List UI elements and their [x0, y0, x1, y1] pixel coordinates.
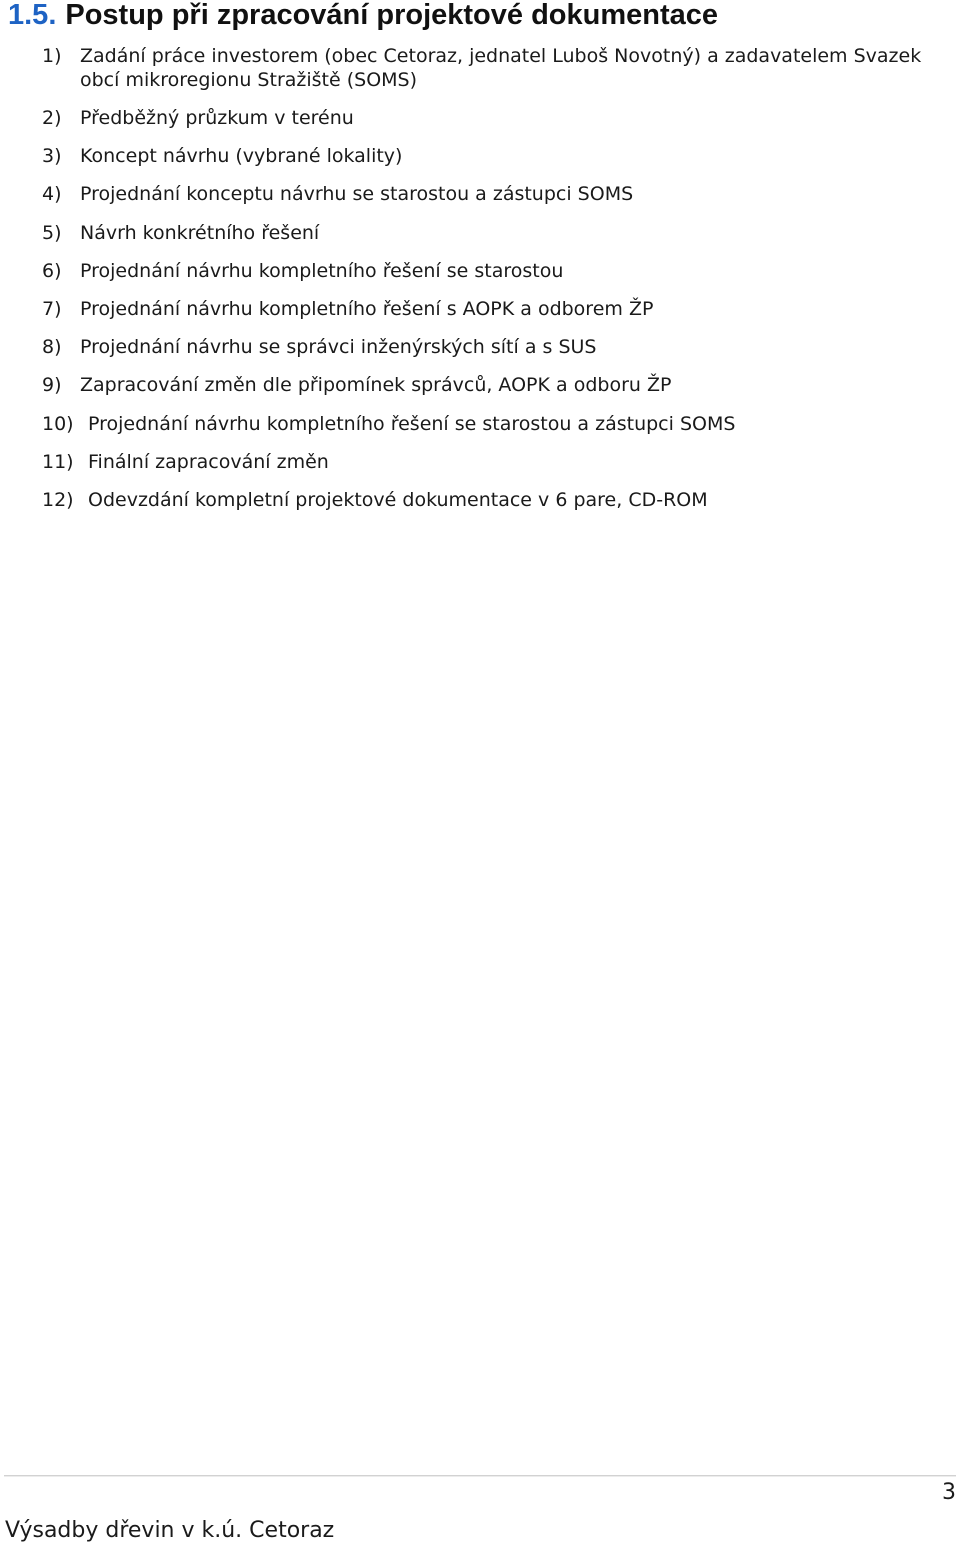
step-text: Projednání návrhu kompletního řešení s AOPK a odborem ŽP: [80, 297, 654, 320]
step-number: 4): [42, 183, 62, 206]
step-text: Předběžný průzkum v terénu: [80, 107, 354, 129]
step-number: 12): [42, 488, 74, 511]
footer-document-title: Výsadby dřevin v k.ú. Cetoraz: [5, 1518, 335, 1543]
step-number: 10): [42, 412, 74, 435]
step-text: Projednání návrhu se správci inženýrských sítí a s SUS: [80, 336, 597, 359]
step-number: 8): [42, 336, 62, 359]
step-text: Návrh konkrétního řešení: [80, 221, 320, 244]
step-text: Koncept návrhu (vybrané lokality): [80, 145, 403, 168]
step-text: Zadání práce investorem (obec Cetoraz, jednatel Luboš Novotný) a zadavatelem Svazek obcí mikroregionu Stražiště (SOMS): [80, 45, 922, 91]
step-number: 6): [42, 259, 62, 282]
step-text: Odevzdání kompletní projektové dokumentace v 6 pare, CD-ROM: [88, 488, 708, 511]
step-number: 1): [42, 45, 62, 67]
step-number: 11): [42, 450, 74, 473]
step-number: 3): [42, 145, 62, 168]
section-number: 1.5.: [8, 0, 57, 31]
step-text: Zapracování změn dle připomínek správců, AOPK a odboru ŽP: [80, 374, 672, 397]
step-text: Projednání návrhu kompletního řešení se starostou a zástupci SOMS: [88, 412, 736, 435]
step-text: Projednání návrhu kompletního řešení se starostou: [80, 259, 564, 282]
step-number: 2): [42, 107, 62, 129]
page-number: 3: [942, 1480, 956, 1505]
section-title: Postup při zpracování projektové dokumentace: [65, 0, 719, 31]
section-heading: [8, 0, 718, 32]
step-number: 5): [42, 221, 62, 244]
step-text: Projednání konceptu návrhu se starostou a zástupci SOMS: [80, 183, 634, 206]
step-number: 9): [42, 374, 62, 397]
step-number: 7): [42, 297, 62, 320]
footer-divider: [4, 1475, 956, 1477]
step-text: Finální zapracování změn: [88, 450, 329, 473]
